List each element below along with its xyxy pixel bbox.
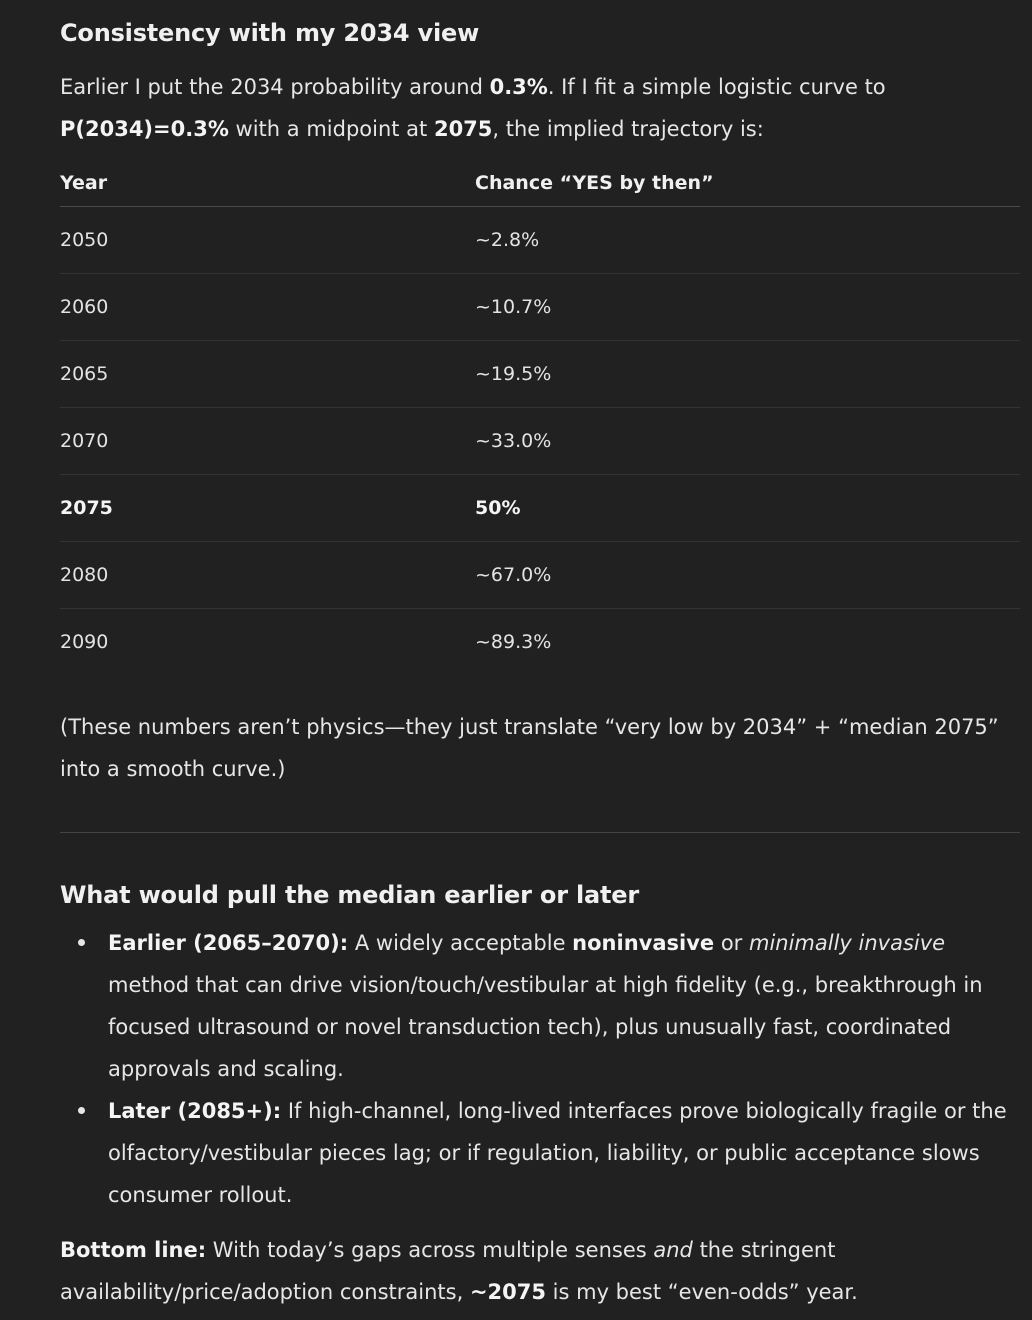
intro-text-2: . If I fit a simple logistic curve to [547,75,886,99]
cell-chance: ~33.0% [475,430,552,452]
list-item-later [60,1090,1020,1216]
earlier-italic-minimally-invasive: minimally invasive [748,931,946,955]
intro-text-4: , the implied trajectory is: [492,117,764,141]
cell-year: 2075 [60,497,113,519]
bottom-text-3: is my best “even-odds” year. [546,1280,858,1304]
factor-list [60,922,1020,1216]
divider [60,832,1020,833]
table-row [60,542,1020,609]
bottom-bold-year: ~2075 [469,1280,546,1304]
cell-year: 2080 [60,564,109,586]
cell-chance: ~19.5% [475,363,552,385]
table-header [60,160,1020,207]
intro-text-3: with a midpoint at [228,117,434,141]
intro-paragraph [60,66,980,150]
cell-year: 2090 [60,631,109,653]
list-item-earlier [60,922,1020,1090]
disclaimer-note: (These numbers aren’t physics—they just translate “very low by 2034” + “median 2075” into a smooth curve.) [60,715,999,781]
table-row [60,408,1020,475]
cell-year: 2070 [60,430,109,452]
bottom-italic-and: and [653,1238,693,1262]
table-row [60,274,1020,341]
intro-text-1: Earlier I put the 2034 probability around [60,75,490,99]
table-row [60,609,1020,675]
cell-chance: ~67.0% [475,564,552,586]
table-row [60,207,1020,274]
bottom-line-paragraph [60,1229,1000,1313]
earlier-bold-noninvasive: noninvasive [572,931,715,955]
earlier-text-3: method that can drive vision/touch/vestibular at high fidelity (e.g., breakthrough in focused ultrasound or novel transduction tech), plus unusually fast, coordinated approvals and scaling. [108,973,983,1081]
cell-chance: ~10.7% [475,296,552,318]
bottom-line-label: Bottom line: [60,1238,207,1262]
header-chance: Chance “YES by then” [475,172,714,194]
later-label: Later (2085+): [108,1099,282,1123]
bullet-icon [78,939,85,946]
cell-year: 2050 [60,229,109,251]
section-heading-consistency: Consistency with my 2034 view [60,19,480,47]
header-year: Year [60,172,108,194]
bottom-text-2: the stringent availability/price/adoption constraints, [60,1238,836,1304]
section-heading-median-factors: What would pull the median earlier or later [60,881,640,909]
cell-chance: ~2.8% [475,229,540,251]
table-row-median [60,475,1020,542]
bottom-text-1: With today’s gaps across multiple senses [206,1238,654,1262]
table-row [60,341,1020,408]
earlier-text-2: or [714,931,749,955]
cell-year: 2060 [60,296,109,318]
earlier-label: Earlier (2065–2070): [108,931,349,955]
cell-chance: 50% [475,497,521,519]
cell-chance: ~89.3% [475,631,552,653]
earlier-text-1: A widely acceptable [348,931,573,955]
cell-year: 2065 [60,363,109,385]
intro-bold-p2034: P(2034)=0.3% [60,117,229,141]
intro-bold-midpoint: 2075 [433,117,493,141]
bullet-icon [78,1107,85,1114]
trajectory-table [60,160,1020,675]
later-text-1: If high-channel, long-lived interfaces prove biologically fragile or the olfactory/vestibular pieces lag; or if regulation, liability, or public acceptance slows consumer rollout. [108,1099,1007,1207]
intro-bold-probability: 0.3% [489,75,548,99]
